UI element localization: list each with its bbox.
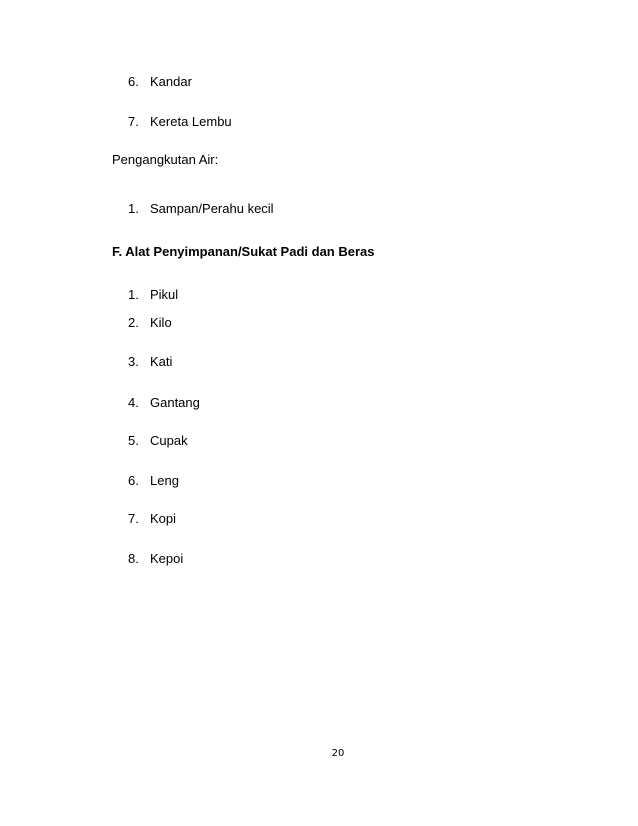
list-number: 6.: [128, 74, 139, 89]
list-text: Gantang: [150, 395, 200, 410]
page-number: 20: [331, 748, 345, 759]
list-number: 1.: [128, 287, 139, 302]
list-text: Kereta Lembu: [150, 114, 232, 129]
list-text: Kati: [150, 354, 173, 369]
list-number: 5.: [128, 433, 139, 448]
list-text: Pikul: [150, 287, 179, 302]
water-transport-heading: Pengangkutan Air:: [112, 152, 219, 167]
list-text: Kopi: [150, 511, 177, 526]
list-text: Sampan/Perahu kecil: [150, 201, 274, 216]
list-text: Kepoi: [150, 551, 184, 566]
list-text: Kandar: [150, 74, 192, 89]
list-number: 3.: [128, 354, 139, 369]
list-text: Cupak: [150, 433, 188, 448]
list-text: Kilo: [150, 315, 172, 330]
list-number: 8.: [128, 551, 139, 566]
list-number: 6.: [128, 473, 139, 488]
list-number: 1.: [128, 201, 139, 216]
list-text: Leng: [150, 473, 179, 488]
list-number: 7.: [128, 511, 139, 526]
list-number: 4.: [128, 395, 139, 410]
section-heading: F. Alat Penyimpanan/Sukat Padi dan Beras: [112, 244, 375, 259]
list-number: 7.: [128, 114, 139, 129]
list-number: 2.: [128, 315, 139, 330]
